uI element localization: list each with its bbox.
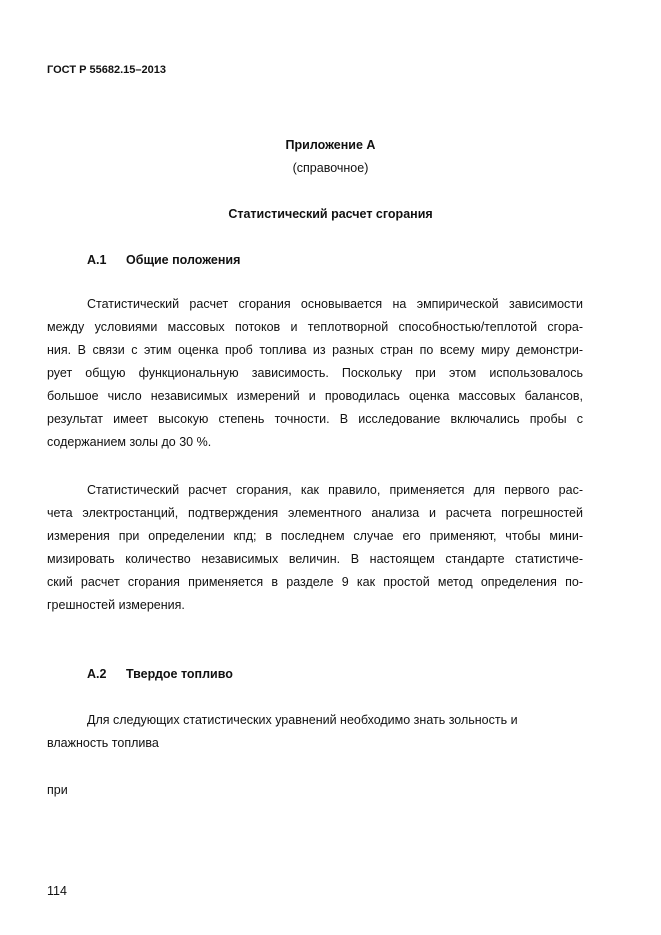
section-a1-paragraph-1 bbox=[47, 293, 583, 454]
appendix-subtitle: (справочное) bbox=[292, 161, 369, 175]
paragraph-line: грешностей измерения. bbox=[47, 598, 185, 612]
appendix-title: Приложение А bbox=[285, 138, 376, 152]
paragraph-line: рует общую функциональную зависимость. Поскольку при этом использовалось bbox=[47, 366, 583, 380]
paragraph-line: чета электростанций, подтверждения элементного анализа и расчета погрешностей bbox=[47, 506, 583, 520]
section-a2-title: Твердое топливо bbox=[126, 667, 233, 681]
section-a1-title: Общие положения bbox=[126, 253, 241, 267]
section-a1-heading bbox=[87, 253, 240, 267]
section-a2-paragraph-line-2: влажность топлива bbox=[47, 736, 159, 750]
section-a1-number: А.1 bbox=[87, 253, 107, 267]
section-a2-number: А.2 bbox=[87, 667, 107, 681]
paragraph-line: мизировать количество независимых величин. В настоящем стандарте статистиче- bbox=[47, 552, 583, 566]
page-number: 114 bbox=[47, 884, 67, 898]
section-a2-heading bbox=[87, 667, 233, 681]
paragraph-line: ния. В связи с этим оценка проб топлива из разных стран по всему миру демонстри- bbox=[47, 343, 583, 357]
paragraph-line: большое число независимых измерений и проводилась оценка массовых балансов, bbox=[47, 389, 583, 403]
paragraph-line: Статистический расчет сгорания основывается на эмпирической зависимости bbox=[87, 297, 583, 311]
section-a2-paragraph-line-1: Для следующих статистических уравнений необходимо знать зольность и bbox=[87, 713, 518, 727]
section-a1-paragraph-2 bbox=[47, 479, 583, 617]
section-a2-tail-word: при bbox=[47, 783, 68, 797]
paragraph-line: результат имеет высокую степень точности. В исследование включались пробы с bbox=[47, 412, 583, 426]
appendix-section-title: Статистический расчет сгорания bbox=[228, 207, 433, 221]
paragraph-line: ский расчет сгорания применяется в разделе 9 как простой метод определения по- bbox=[47, 575, 583, 589]
paragraph-line: между условиями массовых потоков и теплотворной способностью/теплотой сгора- bbox=[47, 320, 583, 334]
paragraph-line: содержанием золы до 30 %. bbox=[47, 435, 212, 449]
document-header: ГОСТ Р 55682.15–2013 bbox=[47, 64, 166, 76]
paragraph-line: Статистический расчет сгорания, как правило, применяется для первого рас- bbox=[87, 483, 583, 497]
paragraph-line: измерения при определении кпд; в последнем случае его применяют, чтобы мини- bbox=[47, 529, 583, 543]
